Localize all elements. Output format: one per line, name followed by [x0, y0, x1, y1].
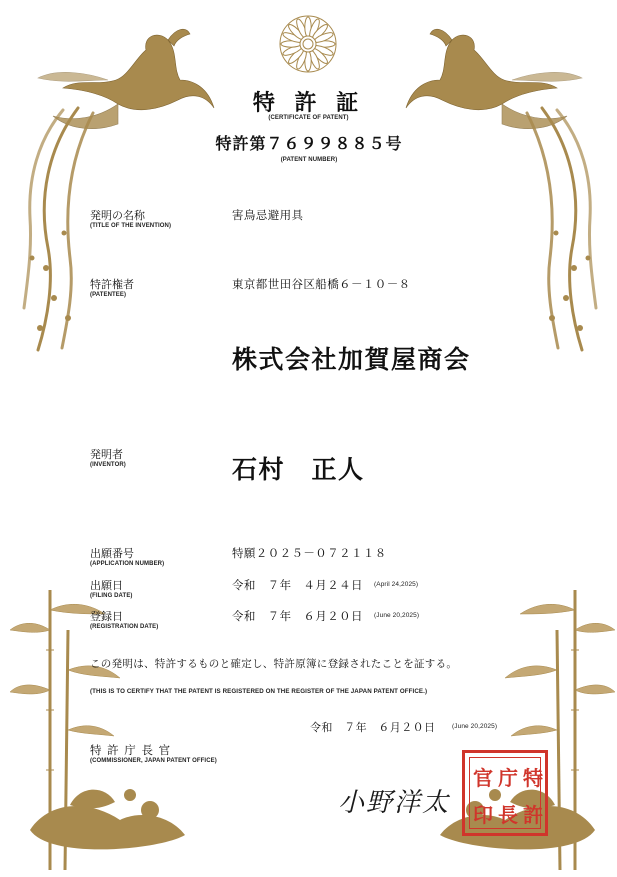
certificate-title: 特 許 証 — [252, 91, 365, 116]
invention-title: 害鳥忌避用具 — [232, 208, 304, 222]
patent-number: 特許第７６９９８８５号 — [215, 134, 403, 153]
chrysanthemum-crest-icon — [278, 14, 338, 74]
certify-statement-en: (THIS IS TO CERTIFY THAT THE PATENT IS REGISTERED ON THE REGISTER OF THE JAPAN PATENT OFFICE.) — [90, 688, 428, 695]
patentee-label: 特許権者 — [90, 278, 134, 291]
application-label-en: (APPLICATION NUMBER) — [90, 561, 165, 567]
application-label: 出願番号 — [90, 547, 134, 560]
certificate-title-en: (CERTIFICATE OF PATENT) — [268, 115, 349, 121]
filing-label: 出願日 — [90, 579, 123, 592]
seal-column — [523, 759, 543, 833]
filing-date-en: (April 24,2025) — [374, 581, 419, 588]
seal-character: 庁 — [498, 765, 518, 790]
filing-date: 令和 ７年 ４月２４日 — [232, 578, 363, 592]
seal-character: 印 — [473, 802, 493, 827]
seal-lettering — [473, 759, 543, 833]
patentee-name: 株式会社加賀屋商会 — [232, 345, 471, 374]
inventor-name: 石村 正人 — [232, 455, 365, 484]
seal-character: 官 — [473, 765, 493, 790]
seal-column — [473, 759, 493, 833]
invention-label: 発明の名称 — [90, 209, 145, 222]
phoenix-right-icon — [402, 18, 602, 358]
seal-character: 長 — [498, 802, 518, 827]
commissioner-signature: 小野洋太 — [338, 788, 451, 818]
commissioner-title: 特 許 庁 長 官 — [90, 743, 172, 757]
invention-label-en: (TITLE OF THE INVENTION) — [90, 223, 172, 229]
application-number: 特願２０２５－０７２１１８ — [232, 546, 387, 560]
phoenix-left-icon — [18, 18, 218, 358]
patent-number-en: (PATENT NUMBER) — [280, 157, 338, 163]
commissioner-title-en: (COMMISSIONER, JAPAN PATENT OFFICE) — [90, 758, 217, 764]
patentee-address: 東京都世田谷区船橋６－１０－８ — [232, 277, 411, 291]
inventor-label-en: (INVENTOR) — [90, 462, 126, 468]
inventor-label: 発明者 — [90, 448, 123, 461]
registration-date: 令和 ７年 ６月２０日 — [232, 609, 363, 623]
registration-label: 登録日 — [90, 610, 123, 623]
certify-date-en: (June 20,2025) — [452, 723, 498, 730]
red-seal-icon — [462, 750, 548, 836]
registration-label-en: (REGISTRATION DATE) — [90, 624, 159, 630]
certify-date: 令和 ７年 ６月２０日 — [310, 721, 436, 734]
certify-statement: この発明は、特許するものと確定し、特許原簿に登録されたことを証する。 — [90, 658, 458, 670]
patentee-label-en: (PATENTEE) — [90, 292, 127, 298]
seal-character: 特 — [523, 765, 543, 790]
registration-date-en: (June 20,2025) — [374, 612, 420, 619]
filing-label-en: (FILING DATE) — [90, 593, 133, 599]
seal-character: 許 — [523, 802, 543, 827]
seal-column — [498, 759, 518, 833]
